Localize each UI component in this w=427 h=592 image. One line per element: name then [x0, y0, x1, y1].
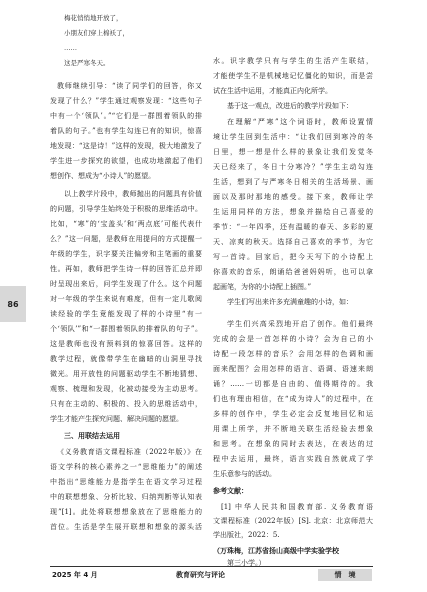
body-text-line: 对一年级的学生来说有难度，但有一定儿歌阅 — [50, 295, 202, 303]
body-text-line: 才能使学生不是机械地记忆僵化的知识，而是尝 — [213, 72, 373, 80]
footer-journal-title: 教育研究与评论 — [176, 570, 225, 579]
body-text-line: 么？”这一问题，是教师在用提问的方式提醒一 — [50, 235, 202, 243]
poem-line: …… — [64, 44, 77, 52]
body-text-line: 的问题，引导学生始终处于积极的思维活动中。 — [50, 205, 202, 213]
section-heading: 三、用联结去运用 — [64, 432, 120, 440]
body-text-line: 和思考。在想象的同时去表达，在表达的过 — [213, 440, 373, 448]
body-text-line: 以上教学片段中，教师抛出的问题具有价值 — [64, 190, 202, 198]
body-text-line: 个‘领队’”和“一群围着领队的排着队的句子”。 — [50, 325, 202, 333]
body-text-line: 《义务教育语文课程标准（2022年版）》在 — [57, 448, 202, 456]
body-text-line: 基于这一观点，改进后的教学片段如下： — [227, 102, 353, 110]
body-text-line: 天、凉爽的秋天。选择自己喜欢的季节，为它 — [213, 238, 373, 246]
reference-line: [1] 中华人民共和国教育部. 义务教育语 — [221, 503, 373, 511]
body-text-line: 程中去运用，最终，语言实践自然就成了学 — [213, 455, 373, 463]
body-text-line: 水。识字教学只有与学生的生活产生联结， — [213, 57, 373, 65]
body-text-line: 季节：“一年四季，还有温暖的春天、多彩的夏 — [213, 223, 373, 231]
page-number: 86 — [0, 286, 26, 322]
poem-line: 梅花悄悄地开放了， — [64, 14, 123, 22]
poem-line: 这是严寒冬天。 — [64, 59, 110, 67]
body-text-line: 年级的学生，识字要关注偏旁和主笔画的重要 — [50, 250, 202, 258]
body-text-line: 生乐意参与的活动。 — [213, 470, 276, 478]
body-text-line: 首位。生活是学生展开联想和想象的源头活 — [50, 523, 202, 531]
body-text-line: 完成的会是一首怎样的小诗？会为自己的小 — [213, 335, 373, 343]
body-text-line: 中指出“思维能力是指学生在语文学习过程 — [50, 478, 202, 486]
poem-line: 小朋友们穿上棉袄了， — [64, 29, 129, 37]
body-text-line: 试在生活中运用，才能真正内化所学。 — [213, 87, 332, 95]
body-text-line: 面来配图？会用怎样的语言、语调、语速来朗 — [213, 365, 373, 373]
body-text-line: 面以及那时那地的感受。接下来，教师让学 — [213, 193, 373, 201]
footer-divider — [50, 566, 373, 567]
body-text-line: 只有在主动的、积极的、投入的思维活动中， — [50, 400, 202, 408]
body-text-line: 教师继续引导：“读了同学们的回答，你又 — [57, 82, 202, 90]
body-text-line: 境让学生回到生活中：“让我们回到寒冷的冬 — [213, 133, 373, 141]
body-text-line: 学生们兴高采烈地开启了创作。他们最终 — [227, 320, 373, 328]
references-title: 参考文献： — [213, 487, 248, 495]
body-text-line: 时呈现出来后，问学生发现了什么。这个问题 — [50, 280, 202, 288]
body-text-line: 观察、梳理和发现，化被动接受为主动思考。 — [50, 385, 202, 393]
body-text-line: 起画笔，为你的小诗配上插图。” — [213, 283, 312, 291]
author-note: （万珠梅，江苏省扬山高级中学实验学校 — [213, 547, 339, 555]
footer-section-label: 情 境 — [318, 569, 372, 581]
body-text-line: 诗配一段怎样的音乐？会用怎样的色调和画 — [213, 350, 373, 358]
body-text-line: 着队的句子。”也有学生勾连已有的知识，惊喜 — [50, 127, 202, 135]
body-text-line: 们也有理由相信，在“成为诗人”的过程中，在 — [213, 395, 373, 403]
body-text-line: 学生进一步探究的欲望，也成功地激起了他们 — [50, 157, 202, 165]
body-text-line: 想创作、想成为“小诗人”的愿望。 — [50, 172, 156, 180]
reference-line: 学出版社，2022：5. — [213, 531, 280, 539]
body-text-line: 生运用同样的方法，想象并描绘自己喜爱的 — [213, 208, 373, 216]
footer-date: 2025 年 4 月 — [52, 571, 98, 579]
body-text-line: 你喜欢的音乐，朗诵给爸爸妈妈听，也可以拿 — [213, 268, 373, 276]
reference-line: 文课程标准（2022年版）[S]. 北京：北京师范大 — [213, 517, 373, 525]
body-text-line: 微光。用开放性的问题驱动学生不断地猜想、 — [50, 370, 202, 378]
body-text-line: 天已经来了，冬日十分寒冷？”学生主动勾连 — [213, 163, 373, 171]
body-text-line: 多样的创作中，学生必定会反复地回忆和运 — [213, 410, 373, 418]
body-text-line: 读经验的学生竟能发现了样的小诗里“有一 — [50, 310, 202, 318]
author-note: 第三小学。） — [227, 559, 266, 567]
body-text-line: 日里，想一想是什么样的景象让我们发觉冬 — [213, 148, 373, 156]
body-text-line: 语文学科的核心素养之一“思维能力”的阐述 — [50, 463, 202, 471]
body-text-line: 中的联想想象、分析比较、归纳判断等认知表 — [50, 493, 202, 501]
body-text-line: 比如，“寒”的‘宝盖头’和‘两点底’可能代表什 — [50, 220, 202, 228]
body-text-line: 用课上所学，并不断地关联生活经验去想象 — [213, 425, 373, 433]
body-text-line: 教学过程，就像带学生在幽暗的山洞里寻找 — [50, 355, 202, 363]
body-text-line: 在理解“严寒”这个词语时，教师设置情 — [227, 118, 373, 126]
body-text-line: 写一首诗。回家后，把今天写下的小诗配上 — [213, 253, 373, 261]
body-text-line: 生活，想到了与严寒冬日相关的生活场景、画 — [213, 178, 373, 186]
body-text-line: 这是教师也没有预料到的惊喜回答。这样的 — [50, 340, 202, 348]
body-text-line: 学生们写出来许多充满童趣的小诗，如： — [227, 298, 353, 306]
body-text-line: 学生才能产生探究问题、解决问题的愿望。 — [50, 415, 183, 423]
body-text-line: 地发现：“这是诗！”这样的发现，极大地激发了 — [50, 142, 202, 150]
body-text-line: 现”[1]。此处将联想想象放在了思维能力的 — [50, 508, 202, 516]
body-text-line: 性。再如，教师把学生诗一样的回答汇总并即 — [50, 265, 202, 273]
body-text-line: 诵？……一切都是自由的、值得期待的。我 — [213, 380, 373, 388]
body-text-line: 发现了什么？”学生通过观察发现：“这些句子 — [50, 97, 202, 105]
body-text-line: 中有一个‘领队’。”“它们是一群围着领队的排 — [50, 112, 202, 120]
